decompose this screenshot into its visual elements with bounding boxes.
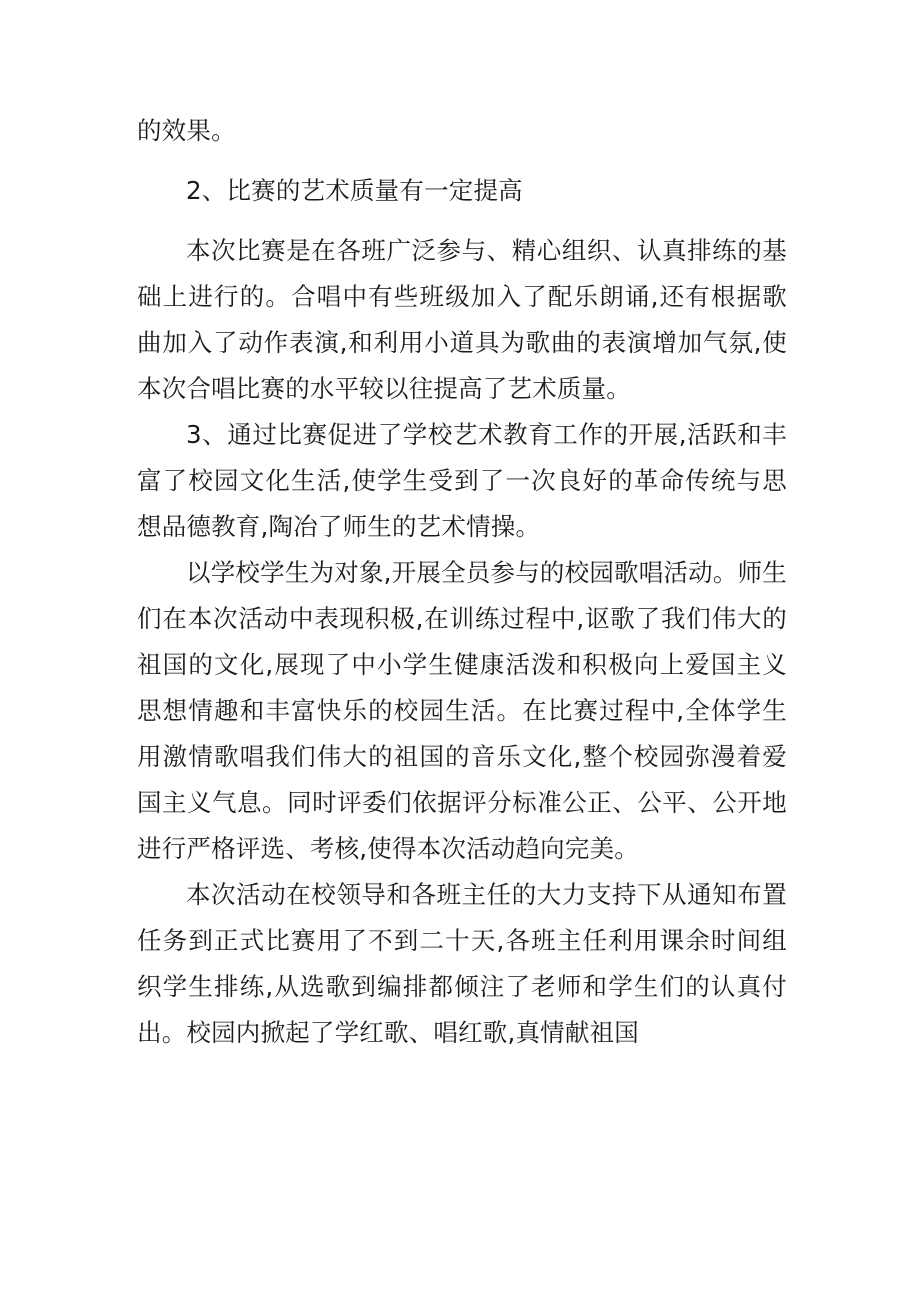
paragraph-point-3: 3、通过比赛促进了学校艺术教育工作的开展,活跃和丰富了校园文化生活,使学生受到了一次良好的革命传统与思想品德教育,陶冶了师生的艺术情操。 [137, 420, 787, 541]
paragraph-campus-activity: 以学校学生为对象,开展全员参与的校园歌唱活动。师生们在本次活动中表现积极,在训练过程中,讴歌了我们伟大的祖国的文化,展现了中小学生健康活泼和积极向上爱国主义思想情趣和丰富快乐的校园生活。在比赛过程中,全体学生用激情歌唱我们伟大的祖国的音乐文化,整个校园弥漫着爱国主义气息。同时评委们依据评分标准公正、公平、公开地进行严格评选、考核,使得本次活动趋向完美。 [137, 558, 787, 863]
paragraph-quality: 本次比赛是在各班广泛参与、精心组织、认真排练的基础上进行的。合唱中有些班级加入了配乐朗诵,还有根据歌曲加入了动作表演,和利用小道具为歌曲的表演增加气氛,使本次合唱比赛的水平较以往提高了艺术质量。 [137, 236, 787, 403]
document-body [137, 108, 787, 1056]
section-heading-2: 2、比赛的艺术质量有一定提高 [186, 176, 523, 205]
paragraph-support: 本次活动在校领导和各班主任的大力支持下从通知布置任务到正式比赛用了不到二十天,各班主任利用课余时间组织学生排练,从选歌到编排都倾注了老师和学生们的认真付出。校园内掀起了学红歌、唱红歌,真情献祖国 [137, 880, 787, 1047]
paragraph-effect-tail: 的效果。 [137, 116, 236, 145]
